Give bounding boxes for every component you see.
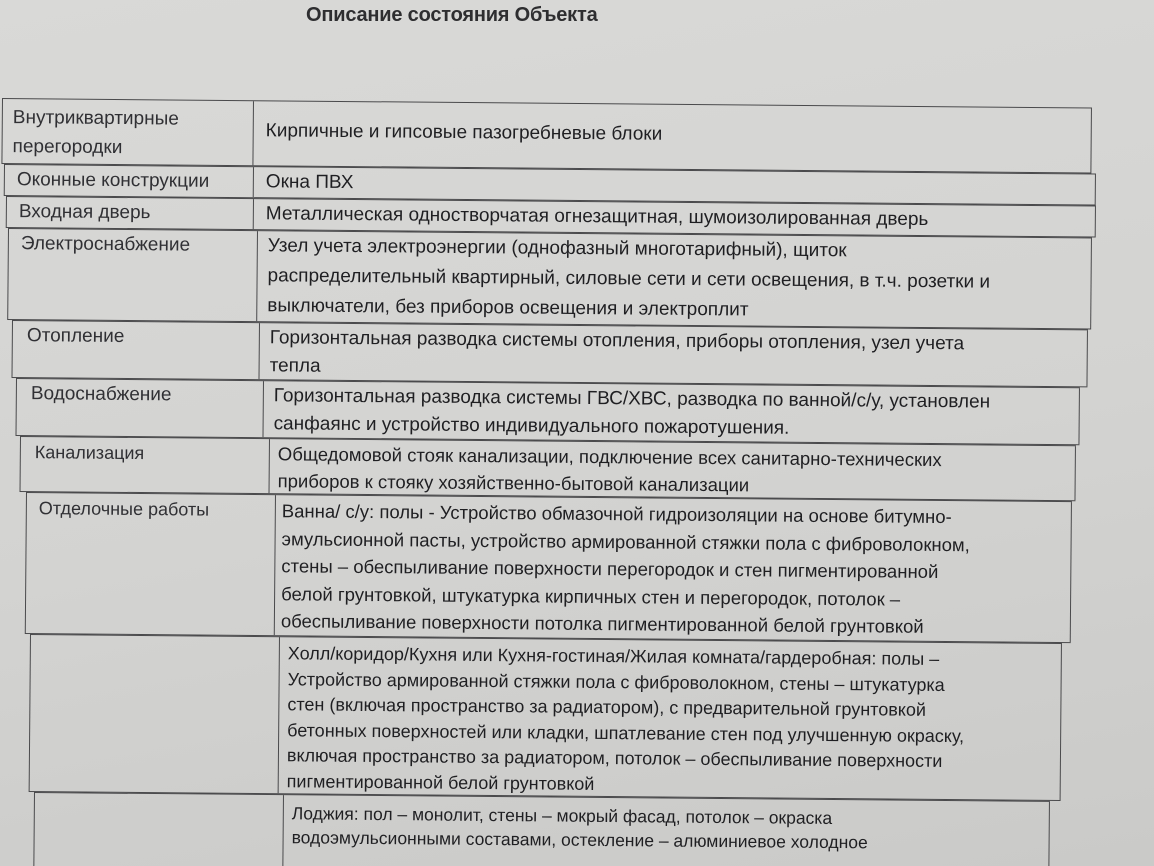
row-value-line: Ванна/ с/у: полы - Устройство обмазочной гидроизоляции на основе битумно- bbox=[281, 500, 952, 528]
row-value-line: Горизонтальная разводка системы отопления, приборы отопления, узел учета bbox=[269, 327, 965, 355]
row-value-line: эмульсионной пасты, устройство армированной стяжки пола с фиброволокном, bbox=[281, 527, 970, 555]
table-row bbox=[1, 98, 1092, 174]
row-label-line: Канализация bbox=[34, 442, 145, 464]
row-value-line: Окна ПВХ bbox=[265, 171, 354, 194]
row-label bbox=[33, 793, 284, 866]
row-value bbox=[257, 231, 1092, 328]
row-value-line: Холл/коридор/Кухня или Кухня-гостиная/Жилая комната/гардеробная: полы – bbox=[287, 643, 940, 669]
row-value-line: санфаянс и устройство индивидуального пожаротушения. bbox=[273, 413, 790, 439]
row-value-line: белой грунтовкой, штукатурка кирпичных стен и перегородок, потолок – bbox=[281, 582, 901, 610]
table-row bbox=[15, 378, 1079, 445]
row-value-line: распределительный квартирный, силовые сети и сети освещения, в т.ч. розетки и bbox=[267, 265, 991, 293]
table-row bbox=[11, 320, 1087, 387]
row-label-line: Оконные конструкции bbox=[16, 169, 210, 192]
row-value-line: бетонных поверхностей или кладки, шпатлевание стен под улучшенную окраску, bbox=[287, 719, 965, 746]
row-value-line: выключатели, без приборов освещения и электроплит bbox=[267, 295, 749, 321]
row-label bbox=[4, 165, 254, 197]
row-label bbox=[7, 229, 258, 321]
row-value-line: обеспыливание поверхности потолка пигментированной белой грунтовкой bbox=[280, 610, 924, 637]
row-label-line: Водоснабжение bbox=[30, 383, 172, 406]
row-label bbox=[1, 99, 254, 165]
row-value-line: тепла bbox=[269, 355, 321, 377]
row-label bbox=[6, 197, 254, 229]
row-label bbox=[25, 493, 276, 635]
row-label bbox=[12, 321, 260, 379]
row-value bbox=[263, 381, 1079, 444]
row-value-line: Устройство армированной стяжки пола с фиброволокном, стены – штукатурка bbox=[287, 668, 945, 695]
document-title: Описание состояния Объекта bbox=[306, 4, 598, 26]
row-value bbox=[283, 795, 1050, 866]
table-row bbox=[25, 492, 1072, 643]
row-value-line: Горизонтальная разводка системы ГВС/ХВС, разводка по ванной/с/у, установлен bbox=[273, 385, 991, 413]
row-label-line bbox=[35, 793, 283, 795]
row-label bbox=[16, 379, 264, 437]
row-value-line: приборов к стояку хозяйственно-бытовой канализации bbox=[277, 470, 750, 496]
row-value-line: Металлическая одностворчатая огнезащитная, шумоизолированная дверь bbox=[265, 203, 929, 231]
row-label-line: перегородки bbox=[12, 136, 123, 159]
row-value-line: Общедомовой стояк канализации, подключение всех санитарно-технических bbox=[277, 443, 942, 471]
row-label-line: Внутриквартирные bbox=[12, 107, 179, 130]
row-value-line: Узел учета электроэнергии (однофазный многотарифный), щиток bbox=[267, 235, 847, 262]
row-label-line: Отделочные работы bbox=[38, 498, 210, 520]
row-value-line: Лоджия: пол – монолит, стены – мокрый фасад, потолок – окраска bbox=[291, 803, 833, 828]
row-label-line: Электроснабжение bbox=[20, 233, 191, 256]
row-value-line: стен (включая пространство за радиатором), с предварительной грунтовкой bbox=[287, 694, 927, 720]
row-label-line bbox=[31, 635, 279, 637]
row-value-line: включая пространство за радиатором, потолок – обеспыливание поверхности bbox=[286, 745, 943, 771]
row-label-line: Отопление bbox=[26, 325, 125, 347]
row-value bbox=[275, 495, 1072, 642]
row-value bbox=[253, 101, 1092, 172]
row-value bbox=[279, 637, 1062, 800]
table-row bbox=[7, 228, 1092, 329]
row-value-line: пигментированной белой грунтовкой bbox=[286, 770, 595, 794]
row-value-line: Кирпичные и гипсовые пазогребневые блоки bbox=[265, 120, 663, 145]
row-value-line: стены – обеспыливание поверхности перегородок и стен пигментированной bbox=[281, 555, 939, 582]
row-value bbox=[259, 323, 1087, 386]
table-row bbox=[29, 634, 1062, 801]
row-label bbox=[29, 635, 280, 793]
row-label bbox=[20, 437, 270, 493]
table-row bbox=[33, 792, 1050, 866]
table-row bbox=[20, 436, 1076, 501]
row-label-line: Входная дверь bbox=[18, 201, 151, 224]
row-value bbox=[270, 439, 1076, 500]
row-value-line: водоэмульсионными составами, остекление – алюминиевое холодное bbox=[291, 827, 868, 853]
